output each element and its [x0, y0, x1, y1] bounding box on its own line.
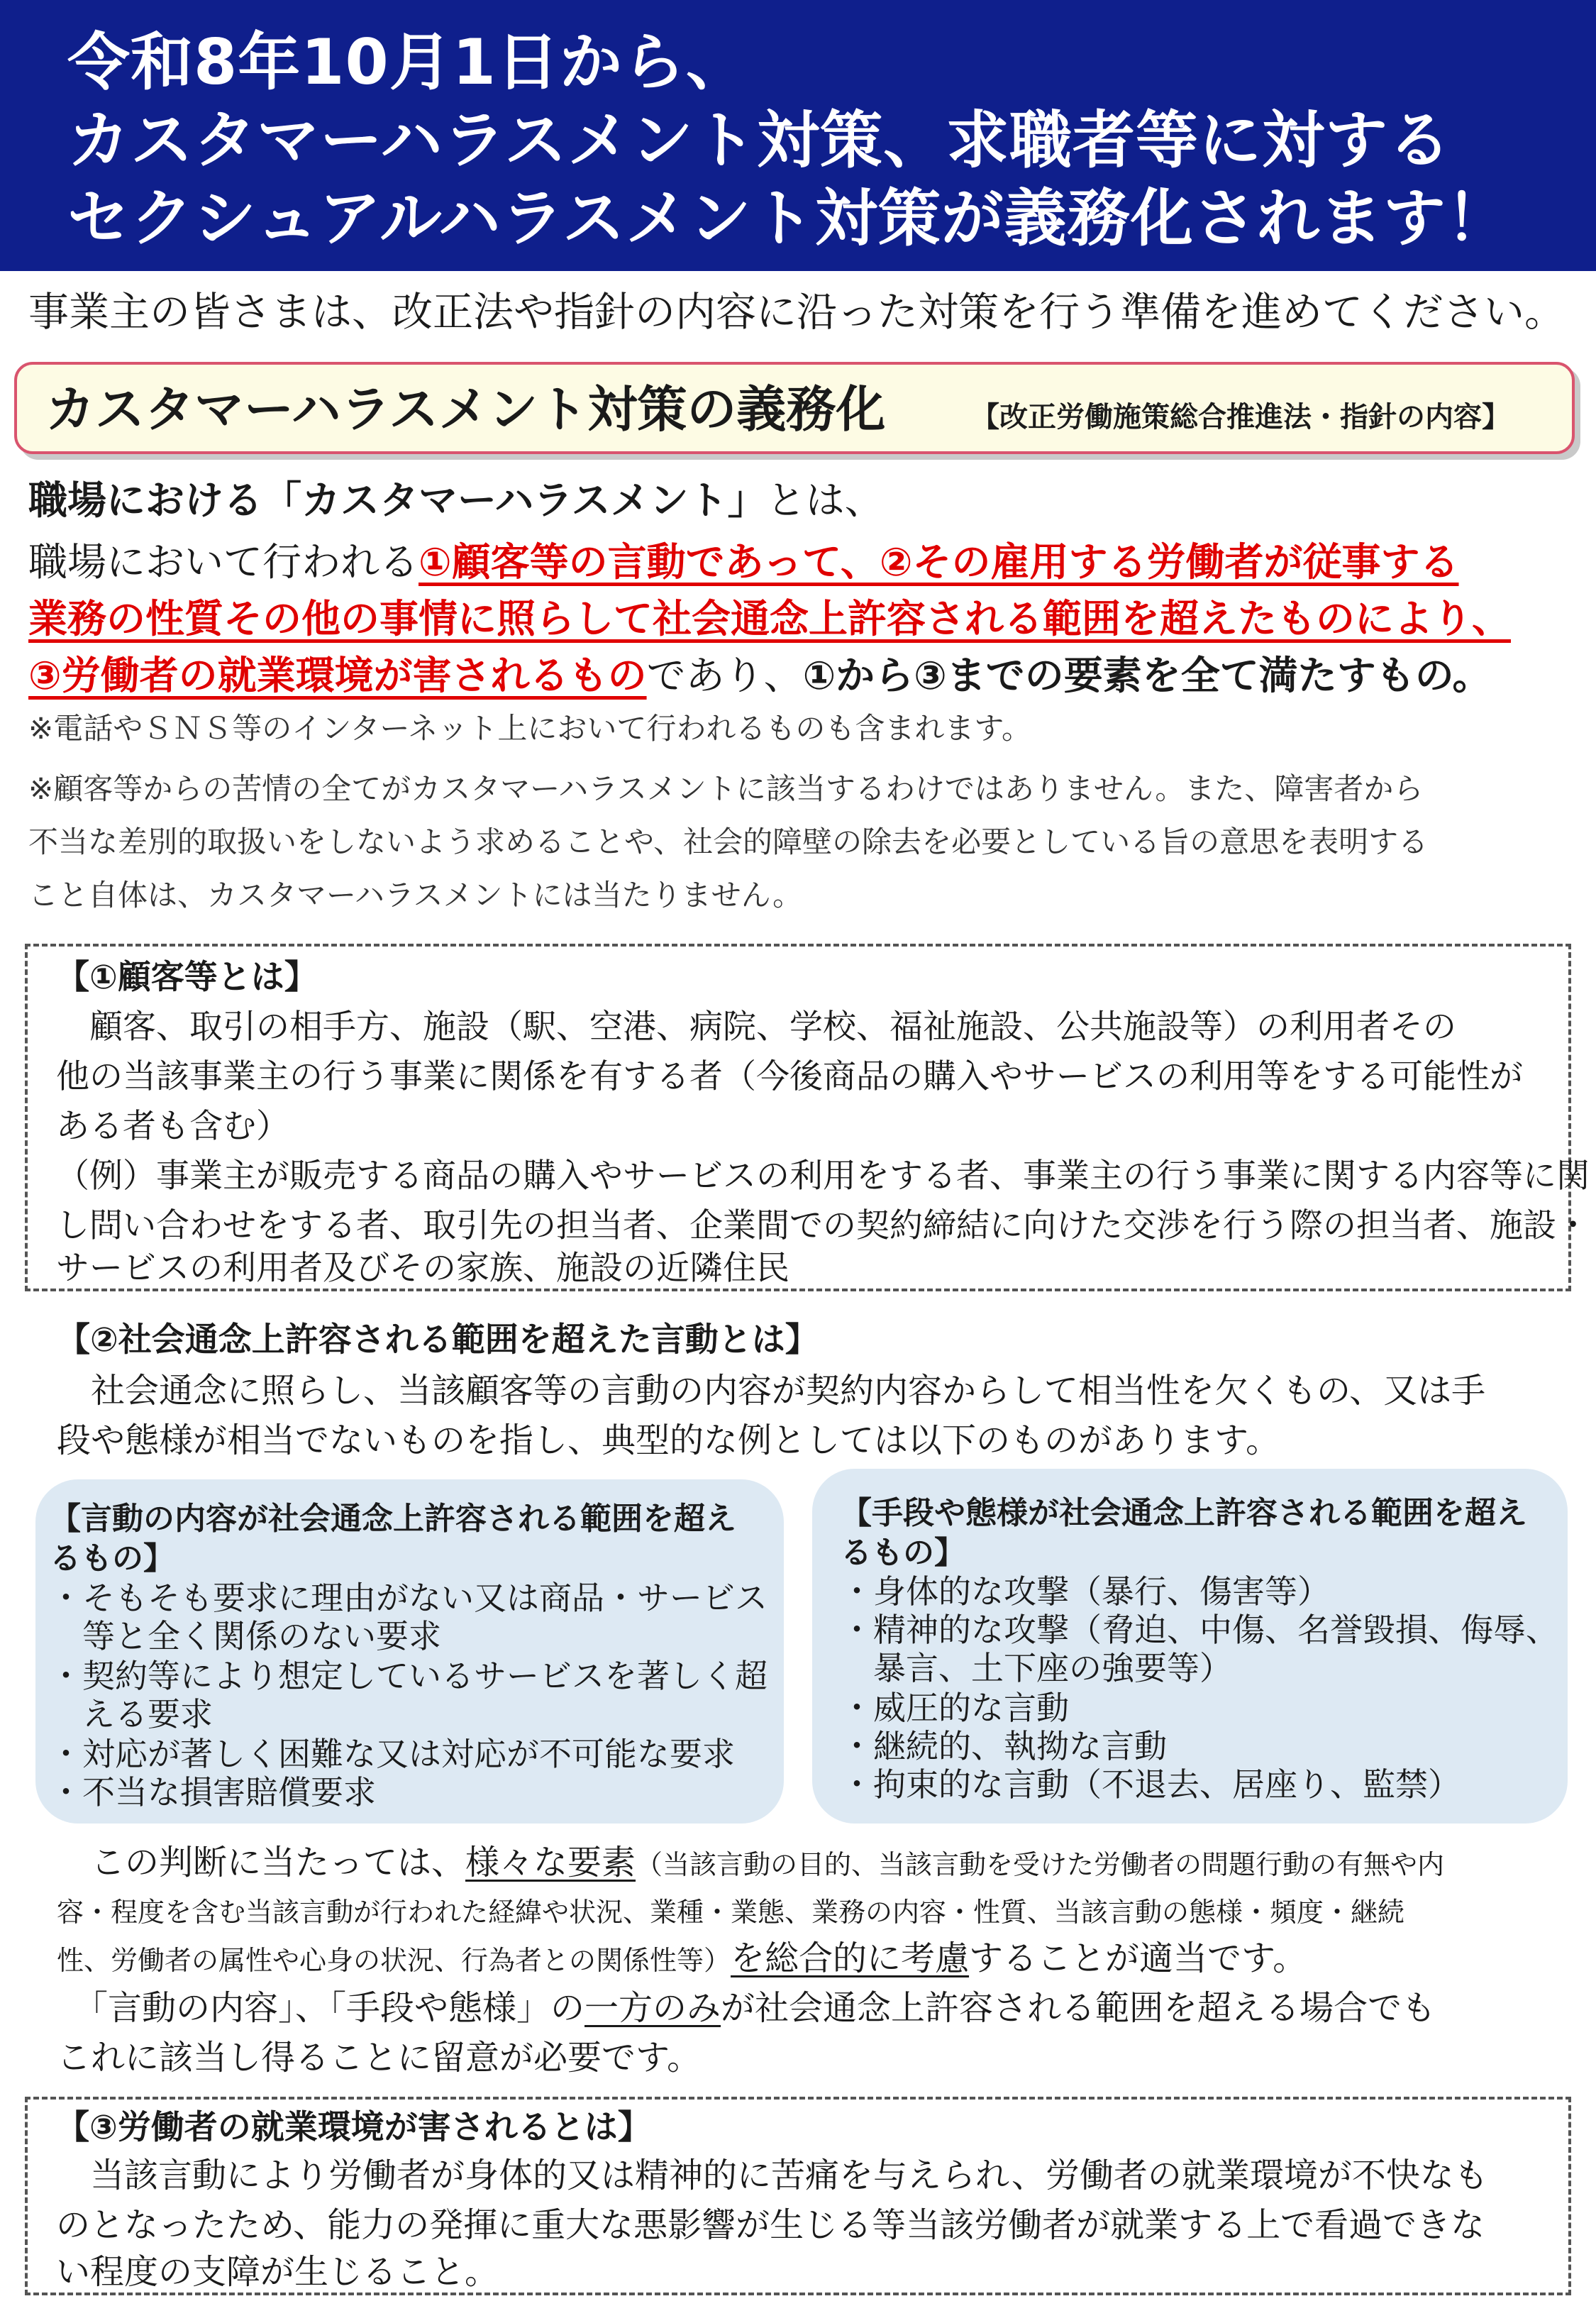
judgement-factors-end: 性、労働者の属性や心身の状況、行為者との関係性等）: [57, 1945, 731, 1976]
note-one-side-only: 一方のみ: [584, 1988, 721, 2028]
left-panel-item: 等と全く関係のない要求: [50, 1617, 441, 1655]
note-one-side-line-2: これに該当し得ることに留意が必要です。: [57, 2038, 702, 2078]
definition-term: 職場における「カスタマーハラスメント」: [28, 478, 767, 523]
judgement-factors-detail: （当該言動の目的、当該言動を受けた労働者の問題行動の有無や内: [636, 1849, 1445, 1880]
box2-line-2: 段や態様が相当でないものを指し、典型的な例としては以下のものがあります。: [57, 1420, 1280, 1460]
box-customer-definition: [25, 944, 1590, 1291]
definition-element-3: ③労働者の就業環境が害されるもの: [28, 653, 647, 698]
definition-to: とは、: [766, 478, 884, 523]
definition-line-4: [28, 647, 1492, 704]
section-header: [14, 362, 1575, 454]
panel-content-examples: [35, 1479, 784, 1824]
intro-text: 事業主の皆さまは、改正法や指針の内容に沿った対策を行う準備を進めてください。: [28, 289, 1565, 336]
box1-line-3: ある者も含む）: [56, 1107, 289, 1146]
left-panel-item: ・そもそも要求に理由がない又は商品・サービス: [50, 1579, 767, 1617]
banner-line-3: セクシュアルハラスメント対策が義務化されます！: [67, 182, 1509, 255]
box1-line-1: 顧客、取引の相手方、施設（駅、空港、病院、学校、福祉施設、公共施設等）の利用者その: [56, 1008, 1456, 1047]
judgement-line-3: [57, 1933, 1307, 1985]
judgement-line-2: 容・程度を含む当該言動が行われた経緯や状況、業種・業態、業務の内容・性質、当該言動の態様・頻度・継続: [57, 1897, 1405, 1928]
judgement-line-1: [57, 1838, 1444, 1890]
box3-line-2: のとなったため、能力の発揮に重大な悪影響が生じる等当該労働者が就業する上で看過できな: [56, 2205, 1485, 2245]
box1-line-2: 他の当該事業主の行う事業に関係を有する者（今後商品の購入やサービスの利用等をする可能性が: [56, 1057, 1523, 1096]
note-2-line-2: 不当な差別的取扱いをしないよう求めることや、社会的障壁の除去を必要としている旨の意思を表明する: [28, 824, 1429, 859]
note-2-line-1: ※顧客等からの苦情の全てがカスタマーハラスメントに該当するわけではありません。また、障害者から: [28, 771, 1424, 806]
definition-line-2: [28, 534, 1459, 590]
box2-header: 【②社会通念上許容される範囲を超えた言動とは】: [57, 1320, 819, 1359]
box3-line-3: い程度の支障が生じること。: [56, 2252, 499, 2292]
section-subtitle: 【改正労働施策総合推進法・指針の内容】: [971, 401, 1510, 434]
note-one-side-intro: 「言動の内容」、「手段や態様」の: [57, 1988, 585, 2028]
left-panel-header-1: 【言動の内容が社会通念上許容される範囲を超え: [50, 1501, 736, 1537]
left-panel-item: ・対応が著しく困難な又は対応が不可能な要求: [50, 1735, 735, 1773]
definition-element-1-2: ①顧客等の言動であって、②その雇用する労働者が従事する: [419, 539, 1459, 585]
right-panel-item: 暴言、土下座の強要等）: [841, 1649, 1232, 1687]
judgement-conclusion: することが適当です。: [969, 1938, 1307, 1978]
section-title: カスタマーハラスメント対策の義務化: [45, 380, 886, 438]
left-panel-header-2: るもの】: [50, 1540, 174, 1577]
box2-line-1: 社会通念に照らし、当該顧客等の言動の内容が契約内容からして相当性を欠くもの、又は手: [57, 1371, 1486, 1411]
right-panel-item: ・精神的な攻撃（脅迫、中傷、名誉毀損、侮辱、: [841, 1611, 1558, 1649]
left-panel-item: える要求: [50, 1695, 213, 1733]
right-panel-item: ・身体的な攻撃（暴行、傷害等）: [841, 1572, 1330, 1611]
box1-line-4: （例）事業主が販売する商品の購入やサービスの利用をする者、事業主の行う事業に関する内容等に関: [56, 1157, 1590, 1196]
judgement-comprehensive: を総合的に考慮: [731, 1938, 970, 1978]
header-banner: [0, 0, 1596, 271]
left-panel-item: ・契約等により想定しているサービスを著しく超: [50, 1657, 767, 1695]
left-panel-item: ・不当な損害賠償要求: [50, 1773, 376, 1811]
right-panel-header-2: るもの】: [841, 1535, 965, 1571]
box1-line-5: し問い合わせをする者、取引先の担当者、企業間での契約締結に向けた交渉を行う際の担当者、施設・: [56, 1206, 1590, 1245]
definition-element-2-cont: 業務の性質その他の事情に照らして社会通念上許容される範囲を超えたものにより、: [28, 596, 1512, 641]
right-panel-item: ・拘束的な言動（不退去、居座り、監禁）: [841, 1765, 1461, 1804]
box3-header: 【③労働者の就業環境が害されるとは】: [56, 2108, 651, 2147]
panel-method-examples: [812, 1469, 1568, 1824]
note-2-line-3: こと自体は、カスタマーハラスメントには当たりません。: [28, 878, 803, 912]
definition-conclusion: ①から③までの要素を全て満たすもの。: [802, 653, 1492, 698]
definition-line-1: [28, 472, 884, 529]
judgement-various-factors: 様々な要素: [465, 1843, 636, 1882]
box-work-environment: [25, 2097, 1571, 2295]
judgement-intro: この判断に当たっては、: [57, 1843, 466, 1882]
right-panel-header-1: 【手段や態様が社会通念上許容される範囲を超え: [841, 1495, 1527, 1531]
note-1: ※電話やＳＮＳ等のインターネット上において行われるものも含まれます。: [28, 711, 1032, 746]
banner-line-2: カスタマーハラスメント対策、求職者等に対する: [67, 104, 1451, 177]
definition-and: であり、: [646, 653, 803, 698]
box1-line-6: サービスの利用者及びその家族、施設の近隣住民: [56, 1249, 789, 1288]
note-one-side-rest: が社会通念上許容される範囲を超える場合でも: [721, 1988, 1436, 2028]
definition-line-3: [28, 590, 1511, 647]
box1-header: 【①顧客等とは】: [56, 958, 318, 997]
note-one-side-line-1: [57, 1983, 1436, 2033]
right-panel-item: ・威圧的な言動: [841, 1689, 1069, 1727]
box3-line-1: 当該言動により労働者が身体的又は精神的に苦痛を与えられ、労働者の就業環境が不快なも: [56, 2156, 1488, 2195]
right-panel-item: ・継続的、執拗な言動: [841, 1727, 1167, 1765]
definition-prefix: 職場において行われる: [28, 539, 419, 585]
banner-line-1: 令和8年10月1日から、: [67, 26, 749, 99]
